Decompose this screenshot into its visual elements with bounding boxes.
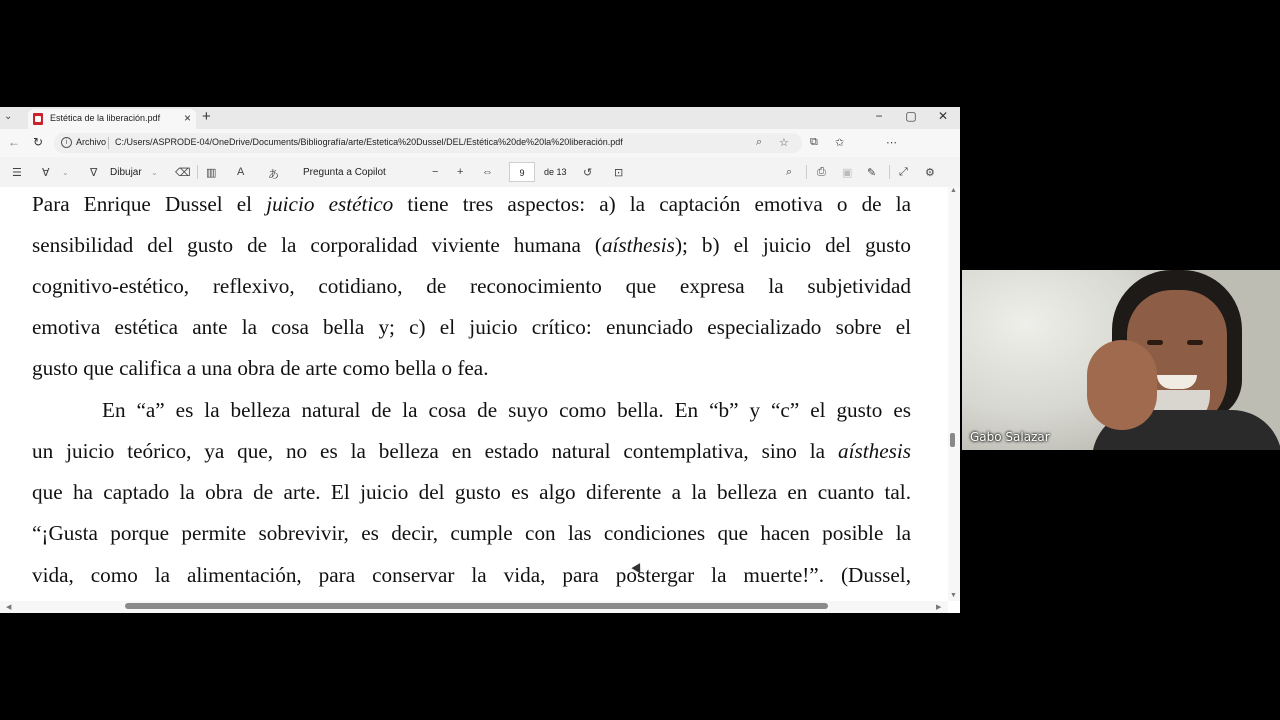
doc-line: un juicio teórico, ya que, no es la belleza en estado natural contemplativa, sino la aísthesis: [32, 439, 911, 463]
doc-line: En “a” es la belleza natural de la cosa de suyo como bella. En “b” y “c” el gusto es: [102, 398, 911, 422]
pdf-toolbar: [0, 157, 960, 188]
horizontal-scroll-thumb[interactable]: [125, 603, 828, 609]
address-field[interactable]: [54, 133, 802, 153]
doc-line: “¡Gusta porque permite sobrevivir, es decir, cumple con las condiciones que hacen posible la: [32, 521, 911, 545]
scroll-down-arrow-icon[interactable]: ▼: [950, 592, 957, 599]
highlight-dropdown-icon[interactable]: ⌄: [62, 168, 69, 177]
address-bar-row: [0, 129, 960, 157]
doc-line: emotiva estética ante la cosa bella y; c) el juicio crítico: enunciado especializado sobre el: [32, 315, 911, 339]
video-tile[interactable]: [962, 270, 1280, 450]
save-icon[interactable]: ▣: [842, 167, 853, 179]
fullscreen-icon[interactable]: ⤢: [899, 166, 908, 178]
settings-gear-icon[interactable]: ⚙: [925, 167, 935, 179]
contents-list-icon[interactable]: ☰: [12, 167, 22, 179]
doc-line: cognitivo-estético, reflexivo, cotidiano, de reconocimiento que expresa la subjetividad: [32, 274, 911, 298]
favorites-icon[interactable]: ✩: [835, 137, 845, 149]
participant-eye: [1187, 340, 1203, 345]
participant-hand: [1087, 340, 1157, 430]
info-icon[interactable]: i: [61, 137, 72, 148]
draw-icon[interactable]: ∇: [90, 167, 98, 179]
doc-line: que ha captado la obra de arte. El juicio del gusto es algo diferente a la belleza en cuanto tal.: [32, 480, 911, 504]
address-separator: [108, 137, 109, 149]
back-arrow-icon[interactable]: ←: [8, 135, 20, 149]
extensions-icon[interactable]: ⧉: [810, 136, 818, 148]
refresh-icon[interactable]: ↻: [33, 135, 44, 149]
doc-line: Para Enrique Dussel el juicio estético tiene tres aspectos: a) la captación emotiva o de la: [32, 192, 912, 216]
scroll-up-arrow-icon[interactable]: ▲: [950, 187, 957, 194]
translate-icon[interactable]: あ: [268, 169, 279, 181]
toolbar-separator-3: [889, 165, 890, 179]
tab-close-icon[interactable]: ×: [183, 111, 191, 125]
draw-button[interactable]: Dibujar: [110, 167, 142, 178]
print-icon[interactable]: ⎙: [817, 166, 826, 178]
page-total-label: de 13: [544, 167, 567, 177]
tab-list-chevron-icon[interactable]: ⌄: [4, 111, 13, 122]
maximize-button[interactable]: ▢: [905, 109, 917, 123]
minimize-button[interactable]: −: [875, 109, 883, 123]
save-as-icon[interactable]: ✎: [867, 167, 877, 179]
scroll-left-arrow-icon[interactable]: ◀: [6, 604, 12, 611]
page-view-icon[interactable]: ▥: [206, 167, 217, 179]
browser-window: [0, 107, 960, 613]
highlight-icon[interactable]: ∀: [42, 167, 50, 179]
pdf-page: [0, 187, 948, 601]
tab-pdf[interactable]: [28, 109, 196, 129]
close-window-button[interactable]: ✕: [937, 109, 949, 123]
url-text[interactable]: C:/Users/ASPRODE-04/OneDrive/Documents/Bibliografía/arte/Estetica%20Dussel/DEL/Estética%20de%20la%20liberación.pdf: [115, 137, 623, 147]
scroll-right-arrow-icon[interactable]: ▶: [936, 604, 942, 611]
toolbar-separator: [197, 165, 198, 179]
vertical-scrollbar[interactable]: [948, 187, 960, 601]
zoom-in-button[interactable]: +: [457, 166, 464, 178]
scheme-label: Archivo: [76, 137, 107, 147]
tab-title: Estética de la liberación.pdf: [50, 113, 161, 123]
two-page-view-icon[interactable]: ⊡: [614, 167, 624, 179]
doc-line: sensibilidad del gusto de la corporalidad viviente humana (aísthesis); b) el juicio del gusto: [32, 233, 911, 257]
new-tab-button[interactable]: +: [202, 108, 211, 125]
ask-copilot-button[interactable]: Pregunta a Copilot: [303, 167, 386, 178]
fit-width-icon[interactable]: ⇔: [482, 166, 493, 178]
search-icon[interactable]: ⌕: [786, 166, 793, 178]
zoom-out-button[interactable]: −: [432, 166, 439, 178]
doc-line: vida, como la alimentación, para conservar la vida, para postergar la muerte!”. (Dussel,: [32, 563, 911, 587]
participant-name: Gabo Salazar: [970, 430, 1050, 444]
draw-dropdown-icon[interactable]: ⌄: [151, 168, 158, 177]
more-options-icon[interactable]: ⋯: [886, 137, 897, 149]
participant-eye: [1147, 340, 1163, 345]
tab-bar: [0, 107, 960, 129]
favorite-star-icon[interactable]: ☆: [779, 137, 789, 149]
toolbar-separator-2: [806, 165, 807, 179]
vertical-scroll-thumb[interactable]: [950, 433, 955, 447]
pdf-file-icon: [33, 113, 43, 125]
eraser-icon[interactable]: ⌫: [175, 167, 191, 179]
doc-line: gusto que califica a una obra de arte como bella o fea.: [32, 356, 489, 380]
zoom-icon[interactable]: ⌕: [756, 136, 763, 148]
read-aloud-icon[interactable]: A: [237, 166, 245, 178]
page-number-input[interactable]: 9: [509, 162, 535, 182]
rotate-icon[interactable]: ↺: [583, 167, 593, 179]
